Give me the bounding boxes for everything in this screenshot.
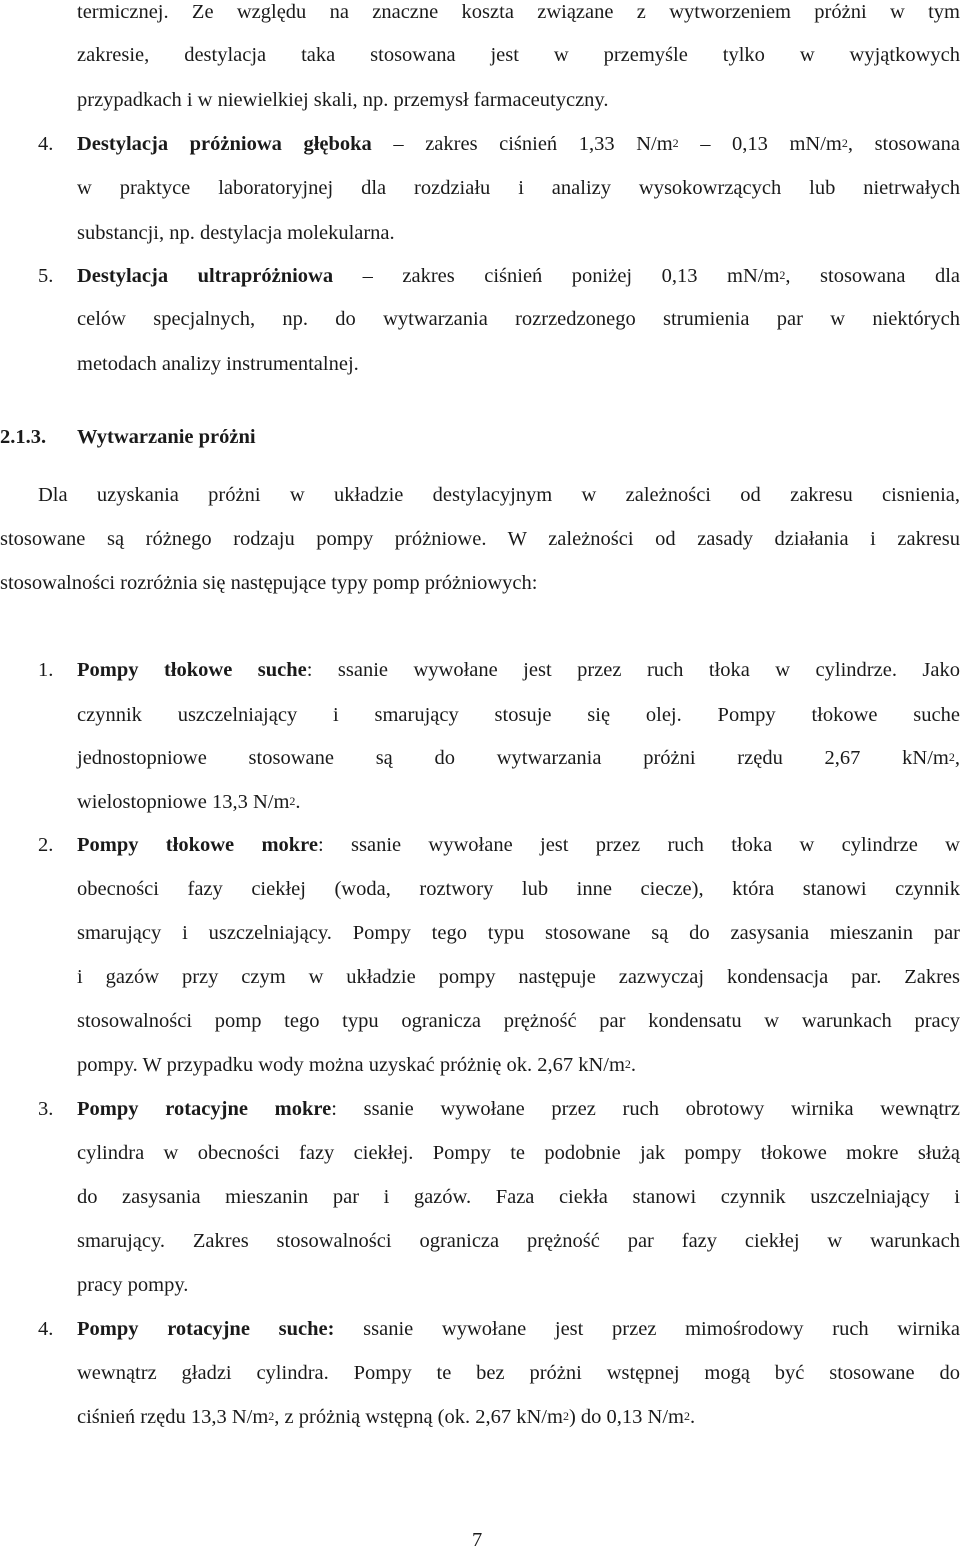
list-item-number: 4. bbox=[38, 133, 54, 155]
list-item-line: substancji, np. destylacja molekularna. bbox=[77, 222, 395, 244]
list-item-line: czynnik uszczelniający i smarujący stosuje się olej. Pompy tłokowe suche bbox=[77, 704, 960, 726]
list-item-line: smarujący. Zakres stosowalności ogranicza prężność par fazy ciekłej w warunkach bbox=[77, 1230, 960, 1252]
list-item-line: Pompy tłokowe suche: ssanie wywołane jest przez ruch tłoka w cylindrze. Jako bbox=[77, 659, 960, 681]
list-item-number: 2. bbox=[38, 834, 54, 856]
list-item-line: metodach analizy instrumentalnej. bbox=[77, 353, 359, 375]
list-item-title: Destylacja próżniowa głęboka bbox=[77, 133, 372, 155]
list-item-number: 1. bbox=[38, 659, 54, 681]
list-item-line: Pompy rotacyjne mokre: ssanie wywołane przez ruch obrotowy wirnika wewnątrz bbox=[77, 1098, 960, 1120]
section-number: 2.1.3. bbox=[0, 426, 47, 448]
list-item-line: i gazów przy czym w układzie pompy następuje zazwyczaj kondensacja par. Zakres bbox=[77, 966, 960, 988]
list-item-title: Pompy tłokowe mokre bbox=[77, 834, 319, 856]
list-item-line: pracy pompy. bbox=[77, 1274, 189, 1296]
list-item-title: Pompy rotacyjne mokre bbox=[77, 1098, 332, 1120]
list-item-line: celów specjalnych, np. do wytwarzania rozrzedzonego strumienia par w niektórych bbox=[77, 308, 960, 330]
list-item-line: smarujący i uszczelniający. Pompy tego typu stosowane są do zasysania mieszanin par bbox=[77, 922, 960, 944]
list-item-line: pompy. W przypadku wody można uzyskać próżnię ok. 2,67 $kN/m^2$. bbox=[77, 1054, 637, 1076]
section-heading bbox=[0, 425, 256, 449]
list-item-title: Destylacja ultrapróżniowa bbox=[77, 265, 334, 287]
list-item-line: Destylacja próżniowa głęboka – zakres ciśnień 1,33 $N/m^2 - 0,13$ $mN/m^2$, stosowana bbox=[77, 133, 960, 155]
section-title: Wytwarzanie próżni bbox=[77, 426, 256, 448]
list-item-line: Pompy rotacyjne suche: ssanie wywołane jest przez mimośrodowy ruch wirnika bbox=[77, 1318, 960, 1340]
list-item-number: 4. bbox=[38, 1318, 54, 1340]
list-item-number: 3. bbox=[38, 1098, 54, 1120]
page-number: 7 bbox=[472, 1529, 483, 1551]
list-item-line: wewnątrz gładzi cylindra. Pompy te bez próżni wstępnej mogą być stosowane do bbox=[77, 1362, 960, 1384]
paragraph-line: stosowane są różnego rodzaju pompy próżniowe. W zależności od zasady działania i zakresu bbox=[0, 528, 960, 550]
list-item-line: obecności fazy ciekłej (woda, roztwory lub inne ciecze), która stanowi czynnik bbox=[77, 878, 960, 900]
list-item-title: Pompy tłokowe suche bbox=[77, 659, 307, 681]
list-item-line: wielostopniowe 13,3 $N/m^2$. bbox=[77, 791, 301, 813]
paragraph-line: Dla uzyskania próżni w układzie destylacyjnym w zależności od zakresu cisnienia, bbox=[38, 484, 960, 506]
list-item-line: ciśnień rzędu 13,3 $N/m^2$, z próżnią wstępną (ok. 2,67 $kN/m^2$) do 0,13 $N/m^2$. bbox=[77, 1406, 696, 1428]
list-item-line: w praktyce laboratoryjnej dla rozdziału i analizy wysokowrzących lub nietrwałych bbox=[77, 177, 960, 199]
list-item-line: stosowalności pomp tego typu ogranicza prężność par kondensatu w warunkach pracy bbox=[77, 1010, 960, 1032]
list-item-title: Pompy rotacyjne suche: bbox=[77, 1318, 335, 1340]
paragraph-line: przypadkach i w niewielkiej skali, np. przemysł farmaceutyczny. bbox=[77, 89, 609, 111]
list-item-line: Pompy tłokowe mokre: ssanie wywołane jest przez ruch tłoka w cylindrze w bbox=[77, 834, 960, 856]
list-item-line: Destylacja ultrapróżniowa – zakres ciśnień poniżej 0,13 $mN/m^2$, stosowana dla bbox=[77, 265, 960, 287]
list-item-number: 5. bbox=[38, 265, 54, 287]
paragraph-line: termicznej. Ze względu na znaczne koszta związane z wytworzeniem próżni w tym bbox=[77, 1, 960, 23]
paragraph-line: stosowalności rozróżnia się następujące typy pomp próżniowych: bbox=[0, 572, 538, 594]
paragraph-line: zakresie, destylacja taka stosowana jest w przemyśle tylko w wyjątkowych bbox=[77, 44, 960, 66]
list-item-line: jednostopniowe stosowane są do wytwarzania próżni rzędu 2,67 $kN/m^2$, bbox=[77, 747, 960, 769]
list-item-line: cylindra w obecności fazy ciekłej. Pompy te podobnie jak pompy tłokowe mokre służą bbox=[77, 1142, 960, 1164]
list-item-line: do zasysania mieszanin par i gazów. Faza ciekła stanowi czynnik uszczelniający i bbox=[77, 1186, 960, 1208]
